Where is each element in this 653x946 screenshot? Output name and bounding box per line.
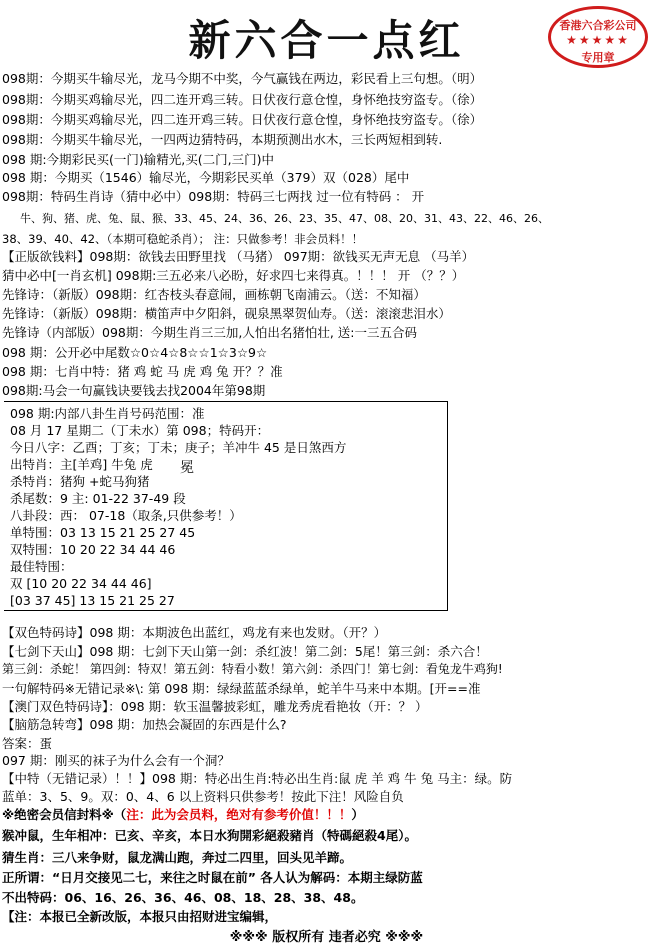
seal-stars: ★★★★★ [566,33,630,47]
text-line: 098 期：七肖中特：猪 鸡 蛇 马 虎 鸡 兔 开？？准 [2,364,283,379]
bold-line: 【注：本报已全新改版，本报只由招财进宝编辑， [2,909,278,924]
text-line: 098 期:今期彩民买(一门)输精光,买(二门,三门)中 [2,152,274,167]
box-line: 杀尾数：9 主: 01-22 37-49 段 [10,491,186,506]
text-line: 098期：今期买鸡输尽光，四二连开鸡三转。日伏夜行意仓惶，身怀绝技穷盗专。（徐） [2,112,483,127]
text-line: 098期:马会一句赢钱诀要钱去找2004年第98期 [2,383,266,398]
box-line: 08 月 17 星期二（丁未水）第 098；特码开： [10,423,270,438]
text-line: 先锋诗：（新版）098期：横笛声中夕阳斜，砚泉黑翠贺仙寿。（送：滚滚悲泪水） [2,306,451,321]
box-line: 今日八字：乙酉；丁亥；丁未；庚子；羊冲牛 45 是日煞西方 [10,440,347,455]
text-line: 先锋诗（内部版）098期：今期生肖三三加,人怕出名猪怕壮, 送:一三五合码 [2,325,417,340]
bagua-info-box [4,401,448,611]
bold-line: 正所谓：“日月交接见二七，来往之时鼠在前” 各人认为解码：本期主绿防蓝 [2,870,423,885]
text-line: 【七剑下天山】098 期：七剑下天山第一剑：杀红波！第二剑：5尾！第三剑：杀六合！ [2,644,488,659]
box-line: 出特肖：主[羊鸡] 牛兔 虎 [10,457,153,472]
box-line: 双特围：10 20 22 34 44 46 [10,542,176,557]
text-line: 第三剑：杀蛇！ 第四剑：特双！第五剑：特看小数！第六剑：杀四门！第七剑：看兔龙牛鸡狗! [2,662,503,676]
bold-line: 不出特码：06、16、26、36、46、08、18、28、38、48。 [2,890,364,905]
text-line: 猜中必中[一肖玄机] 098期:三五必来八必盼，好求四七来得真。！！！ 开 （？？） [2,268,465,283]
box-line: 八卦段：西： 07-18（取条,只供参考！） [10,508,242,523]
text-line: 098 期：公开必中尾数☆0☆4☆8☆☆1☆3☆9☆ [2,345,268,360]
bold-line: 猜生肖：三八来争财，鼠龙满山跑，奔过二四里，回头见羊蹄。 [2,850,353,865]
text-line: 【澳门双色特码诗】：098 期：软玉温馨披彩虹，雕龙秀虎看艳妆（开：？ ） [2,699,428,714]
notice-highlight: 注：此为会员料，绝对有参考价值！！！ [126,807,352,822]
copyright-footer: ※※※ 版权所有 违者必究 ※※※ [229,930,424,945]
text-line: 一句解特码※无错记录※\: 第 098 期：绿绿蓝蓝杀绿单，蛇羊牛马来中本期。[开==准 [2,681,481,696]
notice-prefix: ※绝密会员信封料※（ [2,807,127,822]
text-line: 098期：今期买牛输尽光，龙马今期不中奖，今气赢钱在两边，彩民看上三句想。（明） [2,71,483,86]
text-line: 38、39、40、42、（本期可稳蛇杀肖）； 注：只做参考！非会员料！！ [2,232,364,246]
overlay-char: 冕 [180,460,194,476]
text-line: 098 期：今期买（1546）输尽光，今期彩民买单（379）双（028）尾中 [2,170,410,185]
text-line: 【正版欲钱料】098期：欲钱去田野里找 （马猪） 097期：欲钱买无声无息 （马羊） [2,249,475,264]
text-line: 先锋诗：（新版）098期：红杏枝头春意闹，画栋朝飞南浦云。（送：不知福） [2,287,426,302]
box-line: [03 37 45] 13 15 21 25 27 [10,593,175,608]
notice-suffix: ） [351,807,364,822]
text-line: 答案：蛋 [2,736,53,751]
box-line: 最佳特围： [10,559,73,574]
text-line: 【脑筋急转弯】098 期：加热会凝固的东西是什么? [2,717,287,732]
text-line: 098期：今期买鸡输尽光，四二连开鸡三转。日伏夜行意仓惶，身怀绝技穷盗专。（徐） [2,92,483,107]
text-line: 蓝单：3、5、9。双：0、4、6 以上资料只供参考！按此下注！风险自负 [2,789,404,804]
box-line: 单特围：03 13 15 21 25 27 45 [10,525,196,540]
seal-label: 专用章 [581,51,615,64]
page-title: 新六合一点红 [188,16,465,65]
text-line: 【双色特码诗】098 期：本期波色出蓝红，鸡龙有来也发财。（开？） [2,625,387,640]
member-notice [2,806,364,823]
bold-line: 猴冲鼠，生年相冲：已亥、辛亥，本日水狗開彩絕殺豬肖（特碼絕殺4尾）。 [2,828,417,843]
text-line: 097 期：刚买的袜子为什么会有一个洞？ [2,753,230,768]
box-line: 杀特肖：猪狗 +蛇马狗猪 [10,474,150,489]
box-line: 098 期:内部八卦生肖号码范围：准 [10,406,205,421]
seal-name: 香港六合彩公司 [559,19,637,32]
text-line: 098期：特码生肖诗（猜中必中）098期：特码三七两找 过一位有特码 ： 开 [2,189,425,204]
text-line: 牛、狗、猪、虎、兔、鼠、猴、33、45、24、36、26、23、35、47、08、20、31、43、22、46、26、 [20,212,549,225]
text-line: 【中特（无错记录）！！】098 期：特必出生肖:特必出生肖:鼠 虎 羊 鸡 牛 兔 马主：绿。防 [2,771,513,786]
text-line: 098期：今期买牛输尽光，一四两边猜特码，本期预测出水木，三长两短相到转. [2,132,443,147]
box-line: 双 [10 20 22 34 44 46] [10,576,152,591]
company-seal [548,6,648,68]
